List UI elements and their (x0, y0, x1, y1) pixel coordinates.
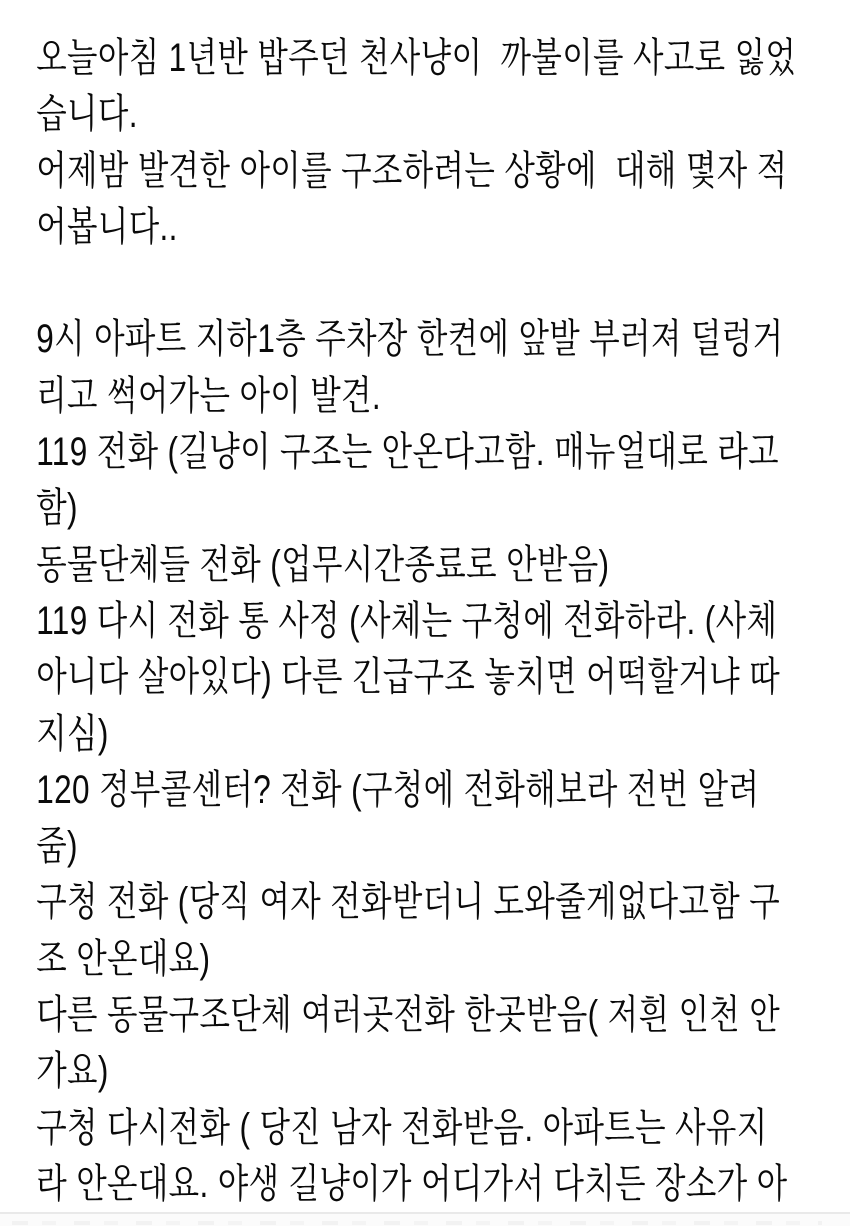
text-line: 구청 전화 (당직 여자 전화받더니 도와줄게없다고함 구 (36, 880, 781, 925)
cropped-next-content (0, 1214, 850, 1226)
text-line: 지심) (36, 711, 109, 756)
text-line: 오늘아침 1년반 밥주던 천사냥이 까불이를 사고로 잃었 (36, 36, 797, 80)
text-line: 구청 다시전화 ( 당진 남자 전화받음. 아파트는 사유지 (36, 1105, 768, 1150)
text-line: 119 다시 전화 통 사정 (사체는 구청에 전화하라. (사체 (36, 598, 778, 643)
text-line: 리고 썩어가는 아이 발견. (36, 373, 382, 418)
text-line (36, 255, 850, 311)
text-line: 조 안온대요) (36, 936, 211, 981)
text-line: 줌) (36, 824, 78, 869)
text-line: 동물단체들 전화 (업무시간종료로 안받음) (36, 542, 610, 587)
text-line: 함) (36, 486, 78, 531)
cropped-text-remnant (12, 1221, 822, 1225)
text-line: 습니다. (36, 92, 138, 137)
text-line: 어제밤 발견한 아이를 구조하려는 상황에 대해 몇자 적 (36, 148, 788, 193)
text-line: 라 안온대요. 야생 길냥이가 어디가서 다치든 장소가 아 (36, 1161, 788, 1206)
text-line: 어봅니다.. (36, 204, 178, 249)
text-line: 120 정부콜센터? 전화 (구청에 전화해보라 전번 알려 (36, 767, 760, 812)
text-line: 다른 동물구조단체 여러곳전화 한곳받음( 저흰 인천 안 (36, 993, 781, 1038)
text-line: 119 전화 (길냥이 구조는 안온다고함. 매뉴얼대로 라고 (36, 430, 779, 475)
text-line: 가요) (36, 1049, 109, 1094)
text-line: 아니다 살아있다) 다른 긴급구조 놓치면 어떡할거냐 따 (36, 655, 781, 700)
text-line: 9시 아파트 지하1층 주차장 한켠에 앞발 부러져 덜렁거 (36, 317, 784, 362)
